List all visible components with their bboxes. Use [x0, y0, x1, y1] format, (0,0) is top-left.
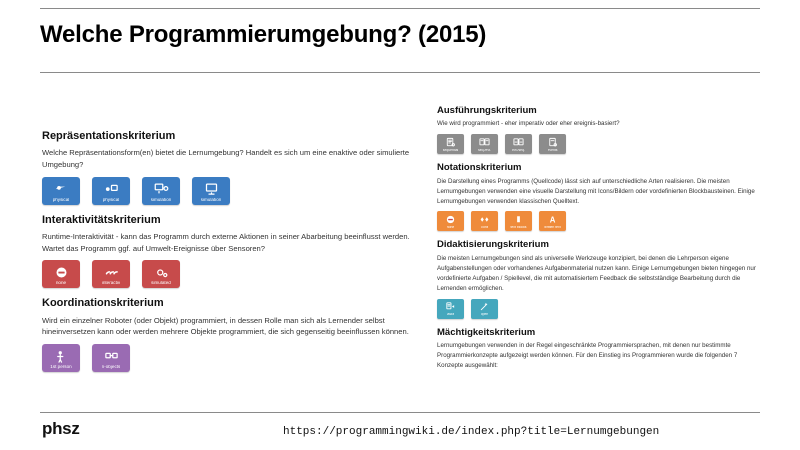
hand-screen-icon — [92, 180, 130, 198]
badge-label: 1st person — [50, 365, 72, 370]
criterion-badge[interactable] — [42, 177, 80, 205]
criterion-title: Koordinationskriterium — [42, 297, 164, 310]
badge-row — [42, 177, 414, 205]
badge-row — [42, 344, 414, 372]
criterion-badge[interactable] — [505, 134, 532, 154]
document-icon — [437, 301, 464, 314]
badge-label: n-objects — [101, 365, 121, 370]
list-icon — [437, 136, 464, 149]
criterion-badge[interactable] — [539, 211, 566, 231]
badge-row — [42, 260, 414, 288]
list-pair-icon — [471, 136, 498, 149]
person-icon — [42, 347, 80, 365]
objects-icon — [92, 347, 130, 365]
criterion-description: Die Darstellung eines Programms (Quellcode) lässt sich auf unterschiedliche Arten realisieren. Die meisten Lernumgebungen verwenden eine visuelle Darstellung mit Icons/Bildern oder vordefinierten Blockbausteinen. Einige Lernumgebungen verwenden klassischen Quelltext. — [437, 177, 755, 205]
criterion-badge[interactable] — [471, 299, 498, 319]
badge-row — [437, 211, 765, 231]
criterion-badge[interactable] — [471, 134, 498, 154]
badge-row — [437, 299, 765, 319]
badge-label: evt./seq. — [512, 148, 525, 152]
footer-rule — [40, 412, 760, 413]
header-rule-top — [40, 8, 760, 9]
criterion-title: Didaktisierungskriterium — [437, 239, 549, 251]
badge-label: none — [446, 226, 455, 230]
criterion-badge[interactable] — [437, 211, 464, 231]
footer-url: https://programmingwiki.de/index.php?title=Lernumgebungen — [283, 426, 660, 438]
badge-label: simulated — [151, 281, 171, 286]
wand-icon — [471, 301, 498, 314]
diamonds-icon — [471, 213, 498, 226]
criterion-badge[interactable] — [42, 260, 80, 288]
monitor-plain-icon — [192, 180, 230, 198]
no-entry-icon — [42, 263, 80, 281]
criterion-title: Ausführungskriterium — [437, 105, 537, 116]
criterion-title: Repräsentationskriterium — [42, 130, 176, 142]
letter-a-icon — [539, 213, 566, 226]
badge-label: simulation — [200, 197, 222, 202]
slide-header — [40, 8, 760, 73]
badge-label: tasks — [446, 313, 455, 317]
criterion-section — [42, 214, 414, 289]
event-icon — [539, 136, 566, 149]
criterion-description: Runtime-Interaktivität - kann das Programm durch externe Aktionen in seiner Abarbeitung beeinflusst werden. Wartet das Programm ggf. auf Umwelt-Ereignisse über Sensoren? — [42, 231, 410, 253]
criterion-badge[interactable] — [42, 344, 80, 372]
criterion-badge[interactable] — [505, 211, 532, 231]
criterion-title: Mächtigkeitskriterium — [437, 326, 536, 338]
criterion-badge[interactable] — [92, 177, 130, 205]
badge-label: open — [480, 313, 489, 317]
badge-label: physical — [102, 197, 120, 202]
badge-label: events — [547, 148, 558, 152]
criterion-badge[interactable] — [437, 134, 464, 154]
header-rule-bottom — [40, 72, 760, 73]
svg-text:A: A — [549, 215, 556, 225]
criterion-badge[interactable] — [92, 344, 130, 372]
phsz-logo: phsz — [42, 419, 80, 438]
page-title: Welche Programmierumgebung? (2015) — [40, 21, 487, 48]
criterion-badge[interactable] — [192, 177, 230, 205]
criterion-description: Wie wird programmiert - eher imperativ oder eher ereignis-basiert? — [437, 120, 620, 128]
criterion-section — [437, 162, 765, 231]
criterion-section — [437, 105, 765, 154]
hand-icon — [42, 180, 80, 198]
criterion-title: Interaktivitätskriterium — [42, 213, 161, 226]
criterion-section — [437, 327, 765, 371]
badge-label: interactiv — [101, 281, 121, 286]
no-entry-icon — [437, 213, 464, 226]
badge-label: simulation — [150, 197, 172, 202]
criterion-badge[interactable] — [437, 299, 464, 319]
badge-label: written text — [544, 226, 561, 230]
criterion-badge[interactable] — [92, 260, 130, 288]
badge-label: text blocks — [510, 226, 527, 230]
criterion-description: Die meisten Lernumgebungen sind als universelle Werkzeuge konzipiert, bei denen die Lehrperson eigene Aufgabenstellungen oder vorhandenes Aufgabenmaterial nutzen kann. Einige Lernumgebungen bieten hingegen nur vordefinierte Aufgaben / Spiellevel, die mit automatisiertem Feedback die selbstständige Bearbeitung durch die Lernenden ermöglichen. — [437, 254, 756, 292]
badge-row — [437, 134, 765, 154]
list-pair-alt-icon — [505, 136, 532, 149]
criterion-badge[interactable] — [471, 211, 498, 231]
criterion-description: Lernumgebungen verwenden in der Regel eingeschränkte Programmiersprachen, mit denen nur bestimmte Programmierkonzepte aufgezeigt werden können. Für den Einstieg ins Programmieren wurde die folgenden 7 Konzepte ausgewählt: — [437, 341, 738, 369]
right-column — [437, 105, 765, 379]
criterion-badge[interactable] — [142, 260, 180, 288]
criterion-badge[interactable] — [142, 177, 180, 205]
block-icon — [505, 213, 532, 226]
hands-icon — [92, 263, 130, 281]
gears-icon — [142, 263, 180, 281]
criterion-badge[interactable] — [539, 134, 566, 154]
badge-label: physical — [52, 197, 70, 202]
criterion-section — [437, 239, 765, 318]
criterion-section — [42, 130, 414, 205]
badge-label: none — [55, 281, 67, 286]
left-column — [42, 130, 414, 381]
criterion-section — [42, 297, 414, 372]
criterion-description: Wird ein einzelner Roboter (oder Objekt) programmiert, in dessen Rolle man sich als Lernender selbst hineinversetzen kann oder werden mehrere Objekte programmiert, die sich gegenseitig beeinflussen können. — [42, 315, 409, 337]
badge-label: seq./evt. — [478, 148, 491, 152]
badge-label: sequential — [442, 148, 459, 152]
badge-label: icons — [480, 226, 489, 230]
monitor-icon — [142, 180, 180, 198]
criterion-description: Welche Repräsentationsform(en) bietet die Lernumgebung? Handelt es sich um eine enaktive oder simulierte Umgebung? — [42, 148, 410, 169]
criterion-title: Notationskriterium — [437, 162, 522, 174]
